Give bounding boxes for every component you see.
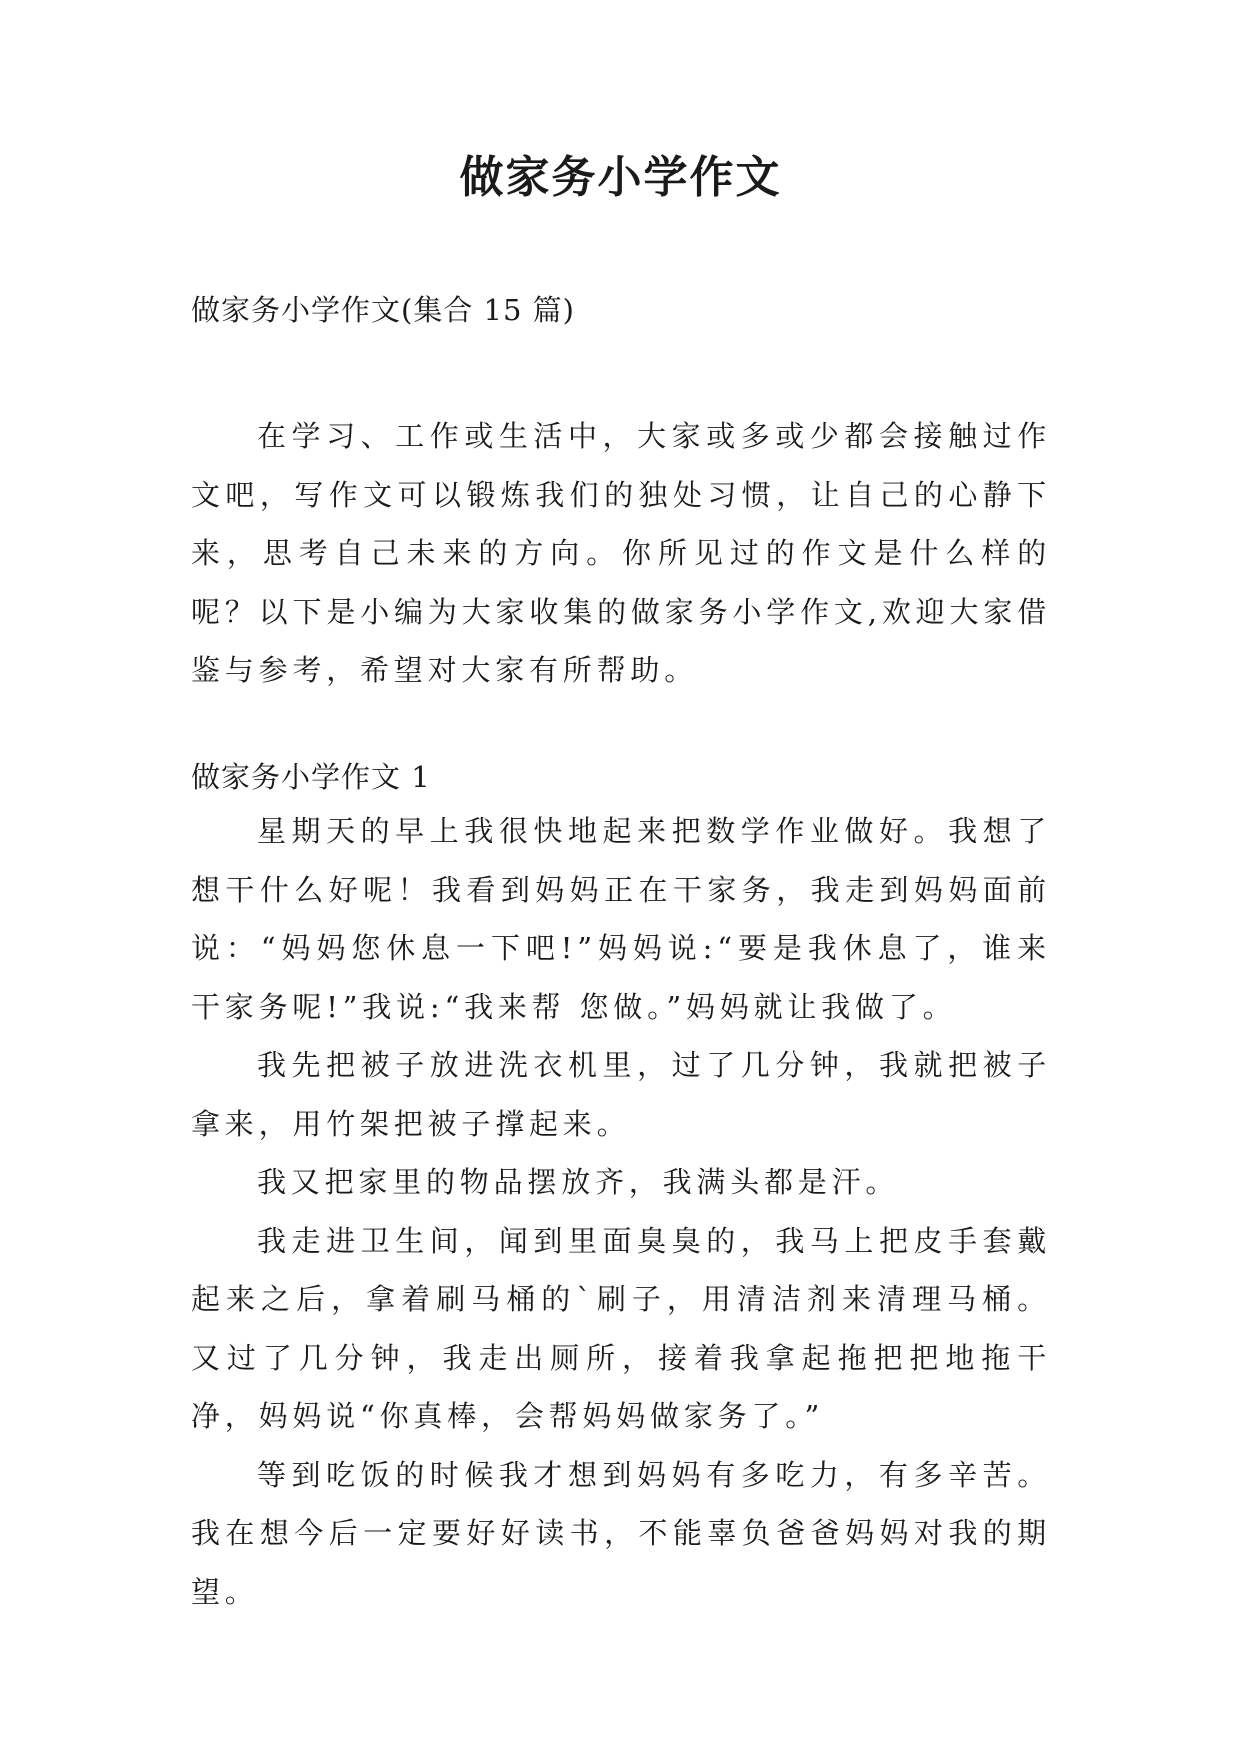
essay-paragraph: 等到吃饭的时候我才想到妈妈有多吃力，有多辛苦。我在想今后一定要好好读书，不能辜负爸爸妈妈对我的期望。 [191,1457,1051,1609]
document-subtitle: 做家务小学作文(集合 15 篇) [191,293,575,327]
essay-paragraph: 星期天的早上我很快地起来把数学作业做好。我想了想干什么好呢！我看到妈妈正在干家务，我走到妈妈面前说：“妈妈您休息一下吧!”妈妈说:“要是我休息了，谁来干家务呢!”我说:“我来帮 您做。”妈妈就让我做了。 [191,814,1051,1024]
essay-paragraph: 我又把家里的物品摆放齐，我满头都是汗。 [257,1165,900,1199]
essay-body [191,802,1051,1621]
intro-paragraph: 在学习、工作或生活中，大家或多或少都会接触过作文吧，写作文可以锻炼我们的独处习惯，让自己的心静下来，思考自己未来的方向。你所见过的作文是什么样的呢？以下是小编为大家收集的做家务小学作文,欢迎大家借鉴与参考，希望对大家有所帮助。 [191,419,1051,687]
section-heading: 做家务小学作文 1 [191,760,431,794]
document-title: 做家务小学作文 [459,152,782,203]
essay-paragraph: 我走进卫生间，闻到里面臭臭的，我马上把皮手套戴起来之后，拿着刷马桶的`刷子，用清洁剂来清理马桶。又过了几分钟，我走出厕所，接着我拿起拖把把地拖干净，妈妈说“你真棒，会帮妈妈做家务了。” [191,1223,1051,1433]
intro-block [191,407,1051,700]
essay-paragraph: 我先把被子放进洗衣机里，过了几分钟，我就把被子拿来，用竹架把被子撑起来。 [191,1048,1051,1141]
